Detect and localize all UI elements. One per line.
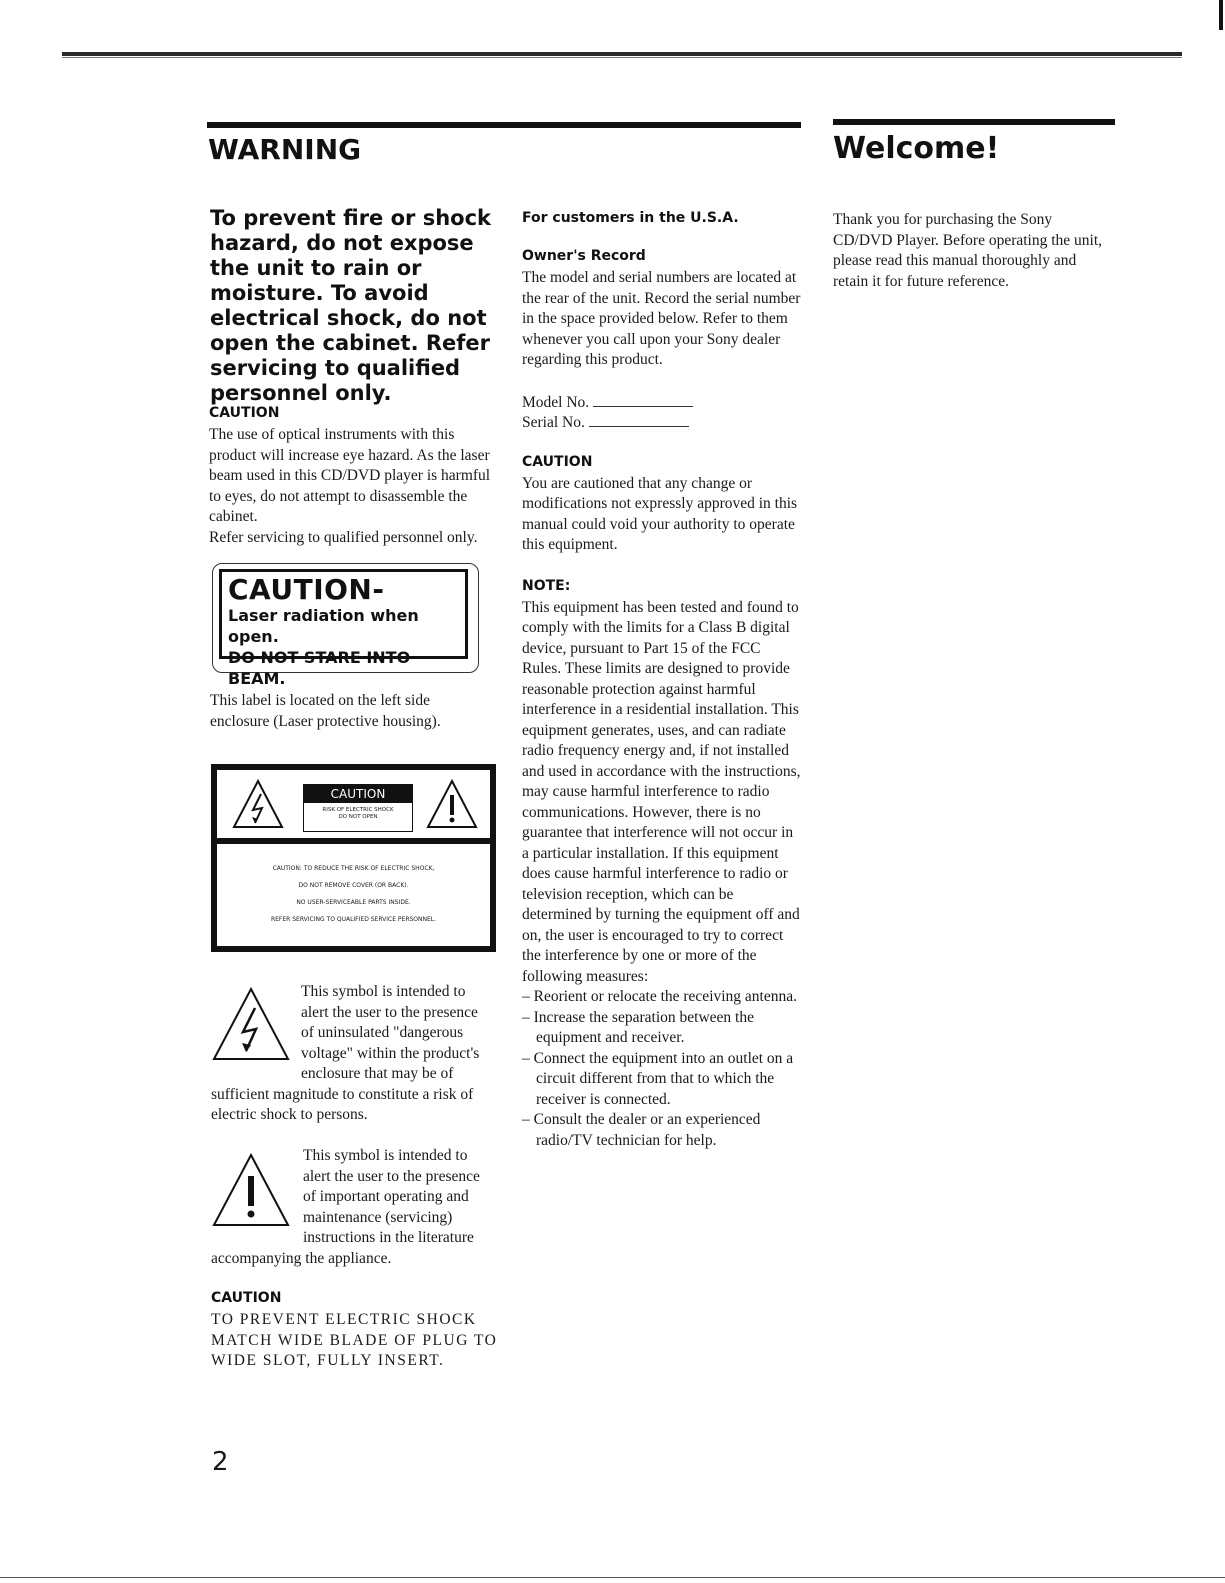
plug-caution-line1: TO PREVENT ELECTRIC SHOCK [211, 1311, 477, 1328]
scan-border-top-thin [62, 57, 1182, 58]
scan-border-right [1219, 0, 1223, 30]
exclamation-triangle-icon [425, 778, 479, 830]
lightning-triangle-icon [231, 778, 285, 830]
laser-label-title: CAUTION- [228, 573, 385, 606]
lightning-symbol-text: This symbol is intended to alert the user to the presence of uninsulated "dangerous voltage" within the product's enclosure that may be of sufficient magnitude to constitute a risk of electric shock to persons. [211, 983, 480, 1123]
model-field [522, 393, 802, 414]
shock-label-line2: DO NOT REMOVE COVER (OR BACK). [298, 882, 409, 889]
welcome-title: Welcome! [833, 131, 1000, 166]
model-label: Model No. [522, 393, 590, 411]
plug-caution-heading: CAUTION [211, 1290, 282, 1306]
electric-shock-label [211, 764, 496, 952]
warning-rule [207, 122, 801, 128]
caution-heading: CAUTION [209, 405, 280, 421]
measure-item: – Reorient or relocate the receiving antenna. [522, 988, 797, 1005]
shock-label-text [217, 860, 490, 928]
shock-caution-sub2: DO NOT OPEN [338, 814, 378, 820]
owners-record-text: The model and serial numbers are located at the rear of the unit. Record the serial number in the space provided below. Refer to them whenever you call upon your Sony dealer regarding this product. [522, 269, 801, 368]
serial-blank [589, 414, 689, 427]
measure-item: – Consult the dealer or an experienced radio/TV technician for help. [522, 1111, 761, 1149]
measure-item: – Increase the separation between the equipment and receiver. [522, 1008, 754, 1046]
scan-border-bottom [0, 1577, 1225, 1578]
plug-caution [211, 1290, 501, 1372]
laser-label-line2: DO NOT STARE INTO BEAM. [228, 648, 411, 688]
usa-caution-text: You are cautioned that any change or modifications not expressly approved in this manual could void your authority to operate this equipment. [522, 474, 798, 553]
plug-caution-line3: WIDE SLOT, FULLY INSERT. [211, 1352, 445, 1369]
shock-label-line3: NO USER-SERVICEABLE PARTS INSIDE. [296, 899, 411, 906]
usa-caution-heading: CAUTION [522, 453, 593, 470]
model-blank [593, 394, 693, 407]
welcome-rule [833, 119, 1115, 125]
note-heading: NOTE: [522, 577, 571, 594]
usa-heading: For customers in the U.S.A. [522, 210, 739, 226]
serial-field [522, 413, 802, 434]
exclamation-symbol-text: This symbol is intended to alert the user to the presence of important operating and maintenance (servicing) instructions in the literature accompanying the appliance. [211, 1147, 480, 1267]
optical-caution [209, 405, 491, 548]
laser-label-line1: Laser radiation when open. [228, 606, 419, 646]
warning-title: WARNING [208, 133, 362, 166]
usa-section [522, 210, 802, 1151]
exclamation-symbol-section [211, 1146, 493, 1269]
measure-item: – Connect the equipment into an outlet on a circuit different from that to which the receiver is connected. [522, 1049, 794, 1108]
shock-label-divider [217, 838, 490, 844]
caution-text-servicing: Refer servicing to qualified personnel only. [209, 528, 478, 546]
scan-border-top [62, 52, 1182, 56]
laser-caution-label [219, 569, 468, 688]
fire-shock-warning: To prevent fire or shock hazard, do not expose the unit to rain or moisture. To avoid electrical shock, do not open the cabinet. Refer servicing to qualified personnel only. [210, 206, 491, 405]
shock-caution-panel [303, 784, 413, 832]
shock-label-line1: CAUTION: TO REDUCE THE RISK OF ELECTRIC SHOCK, [272, 865, 435, 872]
lightning-triangle-icon [211, 986, 291, 1062]
shock-caution-title: CAUTION [304, 785, 412, 803]
note-text: This equipment has been tested and found to comply with the limits for a Class B digital device, pursuant to Part 15 of the FCC Rules. These limits are designed to provide reasonable protection against harmful interference in a residential installation. This equipment generates, uses, and can radiate radio frequency energy and, if not installed and used in accordance with the instructions, may cause harmful interference to radio communications. However, there is no guarantee that interference will not occur in a particular installation. If this equipment does cause harmful interference to radio or television reception, which can be determined by turning the equipment off and on, the user is encouraged to try to correct the interference by one or more of the following measures: [522, 598, 801, 985]
lightning-symbol-section [211, 982, 493, 1126]
serial-label: Serial No. [522, 414, 585, 431]
exclamation-triangle-icon [211, 1152, 291, 1228]
caution-text: The use of optical instruments with this product will increase eye hazard. As the laser beam used in this CD/DVD player is harmful to eyes, do not attempt to disassemble the cabinet. [209, 426, 491, 525]
plug-caution-line2: MATCH WIDE BLADE OF PLUG TO [211, 1331, 498, 1349]
welcome-text: Thank you for purchasing the Sony CD/DVD Player. Before operating the unit, please read this manual thoroughly and retain it for future reference. [833, 211, 1103, 290]
shock-label-line4: REFER SERVICING TO QUALIFIED SERVICE PERSONNEL. [270, 916, 437, 923]
owners-record-heading: Owner's Record [522, 248, 646, 264]
page-number: 2 [212, 1447, 229, 1477]
label-location-text: This label is located on the left side enclosure (Laser protective housing). [210, 692, 441, 730]
shock-caution-sub1: RISK OF ELECTRIC SHOCK [322, 807, 394, 813]
